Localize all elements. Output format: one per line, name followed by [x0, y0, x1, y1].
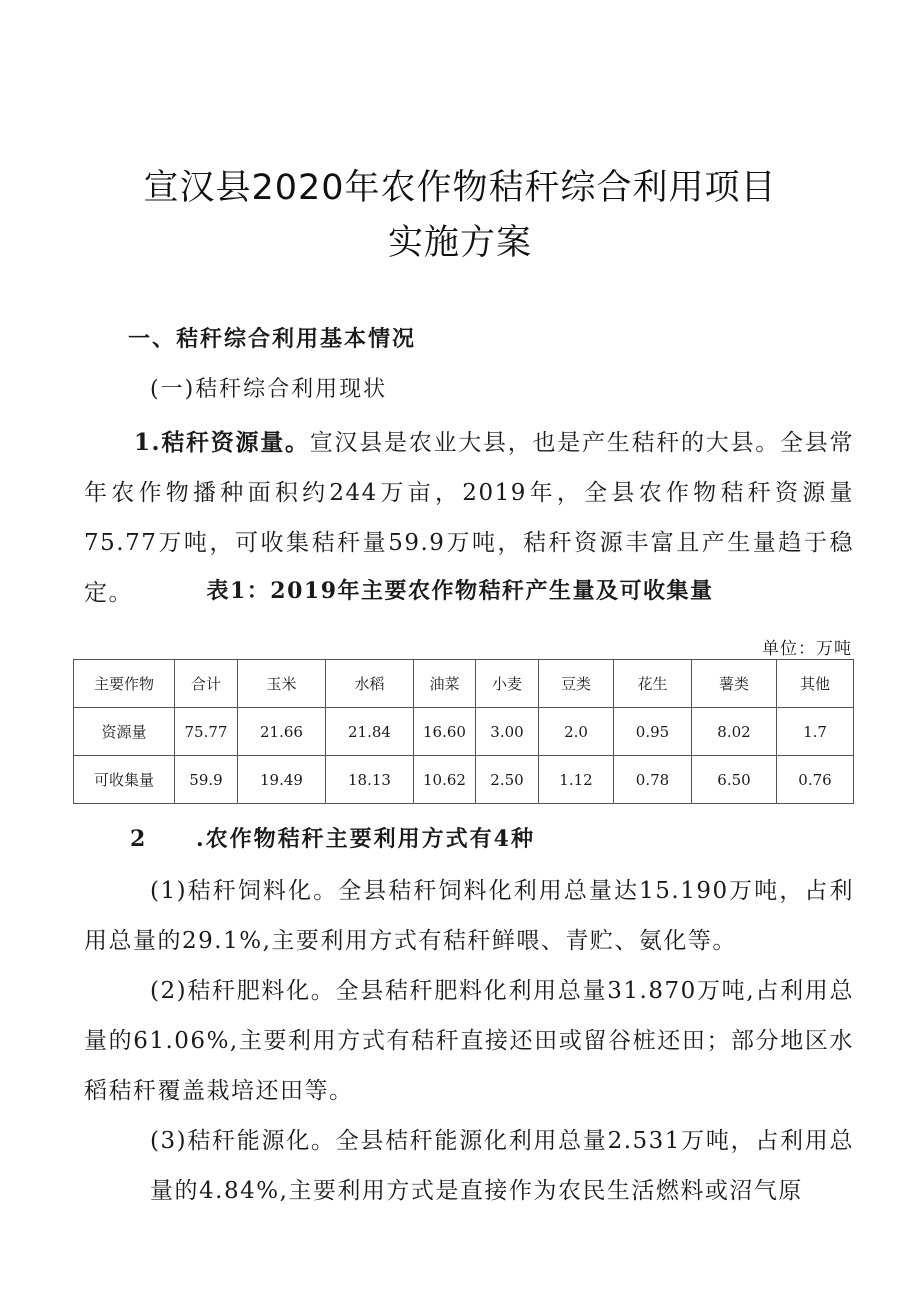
item1-label: 1.秸秆资源量。 [134, 429, 310, 456]
table-cell: 6.50 [692, 756, 777, 804]
section2-heading-text: .农作物秸秆主要利用方式有4种 [196, 826, 535, 852]
item1-text: 宣汉县是农业大县，也是产生秸秆的大县。全县常年农作物播种面积约244万亩，2019年，全县农作物秸秆资源量75.77万吨，可收集秸秆量59.9万吨，秸秆资源丰富且产生量趋于稳定。 [84, 430, 855, 606]
section1-subheading: (一)秸秆综合利用现状 [150, 377, 388, 402]
document-title-line2: 实施方案 [387, 223, 532, 263]
table-header-cell: 豆类 [539, 660, 614, 708]
table-header-cell: 合计 [175, 660, 238, 708]
table-header-cell: 薯类 [692, 660, 777, 708]
section2-heading [130, 822, 535, 853]
table-unit: 单位：万吨 [762, 639, 852, 659]
section1-heading: 一、秸秆综合利用基本情况 [128, 326, 417, 352]
table-cell: 16.60 [414, 708, 476, 756]
table-cell: 1.7 [777, 708, 854, 756]
table-cell: 10.62 [414, 756, 476, 804]
table-header-cell: 小麦 [476, 660, 539, 708]
table-cell: 59.9 [175, 756, 238, 804]
table-cell: 19.49 [238, 756, 326, 804]
table-cell: 0.78 [614, 756, 692, 804]
table-cell: 21.84 [326, 708, 414, 756]
table-row [74, 708, 854, 756]
table-row [74, 756, 854, 804]
document-title-line1: 宣汉县2020年农作物秸秆综合利用项目 [143, 168, 777, 208]
table-cell: 18.13 [326, 756, 414, 804]
table-cell: 21.66 [238, 708, 326, 756]
table-header-cell: 玉米 [238, 660, 326, 708]
table-cell: 可收集量 [74, 756, 175, 804]
table-cell: 2.50 [476, 756, 539, 804]
table-cell: 3.00 [476, 708, 539, 756]
table-header-cell: 主要作物 [74, 660, 175, 708]
table-header-cell: 花生 [614, 660, 692, 708]
section2-number: 2 [130, 826, 148, 852]
feed-utilization-paragraph: (1)秸秆饲料化。全县秸秆饲料化利用总量达15.190万吨，占利用总量的29.1%,主要利用方式有秸秆鲜喂、青贮、氨化等。 [84, 878, 854, 954]
table-cell: 8.02 [692, 708, 777, 756]
fertilizer-utilization-paragraph: (2)秸秆肥料化。全县秸秆肥料化利用总量31.870万吨,占利用总量的61.06%,主要利用方式有秸秆直接还田或留谷桩还田；部分地区水稻秸秆覆盖栽培还田等。 [84, 978, 854, 1104]
straw-production-table [73, 659, 854, 804]
table-cell: 0.95 [614, 708, 692, 756]
table-cell: 75.77 [175, 708, 238, 756]
table-header-row [74, 660, 854, 708]
table-header-cell: 水稻 [326, 660, 414, 708]
table-cell: 0.76 [777, 756, 854, 804]
table-cell: 1.12 [539, 756, 614, 804]
table-caption: 表1：2019年主要农作物秸秆产生量及可收集量 [206, 578, 714, 604]
energy-utilization-paragraph: (3)秸秆能源化。全县桔秆能源化利用总量2.531万吨，占利用总量的4.84%,主要利用方式是直接作为农民生活燃料或沼气原 [150, 1128, 854, 1204]
table-cell: 2.0 [539, 708, 614, 756]
table-cell: 资源量 [74, 708, 175, 756]
table-header-cell: 油菜 [414, 660, 476, 708]
table-header-cell: 其他 [777, 660, 854, 708]
